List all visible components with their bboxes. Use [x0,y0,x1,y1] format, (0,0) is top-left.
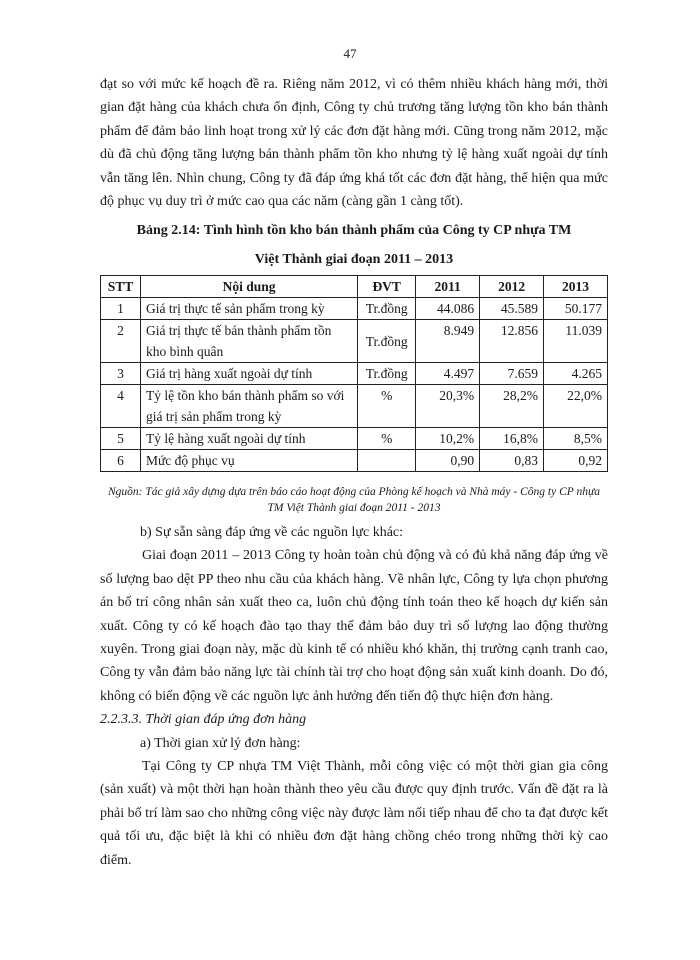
cell-unit: Tr.đồng [358,298,416,320]
intro-paragraph: đạt so với mức kế hoạch đề ra. Riêng năm 2012, vì có thêm nhiều khách hàng mới, thời gian đặt hàng của khách chưa ổn định, Công ty chủ trương tăng lượng tồn kho bán thành phẩm để đảm bảo linh hoạt trong xử lý các đơn đặt hàng mới. Cũng trong năm 2012, mặc dù đã chủ động tăng lượng bán thành phẩm tồn kho nhưng tỷ lệ hàng xuất ngoài dự tính vẫn tăng lên. Nhìn chung, Công ty đã đáp ứng khá tốt các đơn đặt hàng, thể hiện qua mức độ phục vụ duy trì ở mức cao qua các năm (càng gần 1 càng tốt). [100,77,608,210]
cell-2012: 45.589 [480,298,544,320]
cell-2012: 12.856 [480,320,544,363]
cell-2013: 0,92 [544,450,608,472]
page-number: 47 [343,46,357,61]
cell-2013: 4.265 [544,363,608,385]
table-row [101,363,608,385]
header-2013: 2013 [544,276,608,298]
cell-unit: Tr.đồng [358,320,416,363]
table-row [101,385,608,428]
header-unit: ĐVT [358,276,416,298]
cell-stt: 1 [101,298,141,320]
header-2011: 2011 [416,276,480,298]
table-row [101,428,608,450]
table-row [101,320,608,363]
header-2012: 2012 [480,276,544,298]
cell-stt: 2 [101,320,141,363]
cell-content: Tỷ lệ hàng xuất ngoài dự tính [140,428,357,450]
cell-2012: 16,8% [480,428,544,450]
table-caption-line-2: Việt Thành giai đoạn 2011 – 2013 [254,252,454,267]
cell-unit: % [358,385,416,428]
cell-2013: 11.039 [544,320,608,363]
cell-2011: 10,2% [416,428,480,450]
table-row [101,450,608,472]
body-text [100,521,608,872]
section-a-title: a) Thời gian xử lý đơn hàng: [140,735,301,751]
cell-2011: 4.497 [416,363,480,385]
cell-2011: 8.949 [416,320,480,363]
header-content: Nội dung [140,276,357,298]
table-caption-line-1: Bảng 2.14: Tình hình tồn kho bán thành phẩm của Công ty CP nhựa TM [136,223,572,238]
cell-unit: % [358,428,416,450]
cell-content: Giá trị thực tế bán thành phẩm tồn kho bình quân [140,320,357,363]
cell-stt: 4 [101,385,141,428]
cell-content: Giá trị thực tế sản phẩm trong kỳ [140,298,357,320]
cell-2013: 50.177 [544,298,608,320]
header-stt: STT [101,276,141,298]
cell-2013: 22,0% [544,385,608,428]
section-b-title: b) Sự sẵn sàng đáp ứng về các nguồn lực khác: [140,525,404,540]
cell-stt: 5 [101,428,141,450]
cell-2012: 0,83 [480,450,544,472]
table-caption [100,216,608,274]
cell-unit [358,450,416,472]
table-header-row [101,276,608,298]
table-source-note: Nguồn: Tác giả xây dựng dựa trên báo cáo hoạt động của Phòng kế hoạch và Nhà máy - Công ty CP nhựa TM Việt Thành giai đoạn 2011 - 2013 [108,486,600,514]
cell-2012: 28,2% [480,385,544,428]
cell-2011: 0,90 [416,450,480,472]
cell-content: Mức độ phục vụ [140,450,357,472]
cell-unit: Tr.đồng [358,363,416,385]
cell-2011: 20,3% [416,385,480,428]
cell-content: Giá trị hàng xuất ngoài dự tính [140,363,357,385]
section-heading-2-2-3-3: 2.2.3.3. Thời gian đáp ứng đơn hàng [100,712,307,728]
cell-2011: 44.086 [416,298,480,320]
inventory-table [100,275,608,472]
cell-stt: 6 [101,450,141,472]
table-row [101,298,608,320]
cell-2013: 8,5% [544,428,608,450]
section-a-paragraph: Tại Công ty CP nhựa TM Việt Thành, mỗi công việc có một thời gian gia công (sản xuất) và một thời hạn hoàn thành theo yêu cầu được quy định trước. Vấn đề đặt ra là phải bố trí làm sao cho những công việc này được làm nối tiếp nhau để cho ta đạt được kết quả tối ưu, đặc biệt là khi có nhiều đơn đặt hàng chồng chéo trong những thời kỳ cao điểm. [100,759,608,868]
cell-2012: 7.659 [480,363,544,385]
cell-content: Tỷ lệ tồn kho bán thành phẩm so với giá trị sản phẩm trong kỳ [140,385,357,428]
cell-stt: 3 [101,363,141,385]
section-b-paragraph: Giai đoạn 2011 – 2013 Công ty hoàn toàn chủ động và có đủ khả năng đáp ứng về số lượng bao dệt PP theo nhu cầu của khách hàng. Về nhân lực, Công ty lựa chọn phương án bố trí công nhân sản xuất theo ca, luôn chủ động tính toán theo kế hoạch dự kiến sản xuất. Công ty có kế hoạch đào tạo thay thế đảm bảo duy trì số lượng lao động thường xuyên. Trong giai đoạn này, mặc dù kinh tế có nhiều khó khăn, thị trường cạnh tranh cao, Công ty vẫn đảm bảo năng lực tài chính tài trợ cho hoạt động sản xuất kinh doanh. Do đó, không có biến động về các nguồn lực ảnh hưởng đến tiến độ thực hiện đơn hàng. [100,548,608,704]
